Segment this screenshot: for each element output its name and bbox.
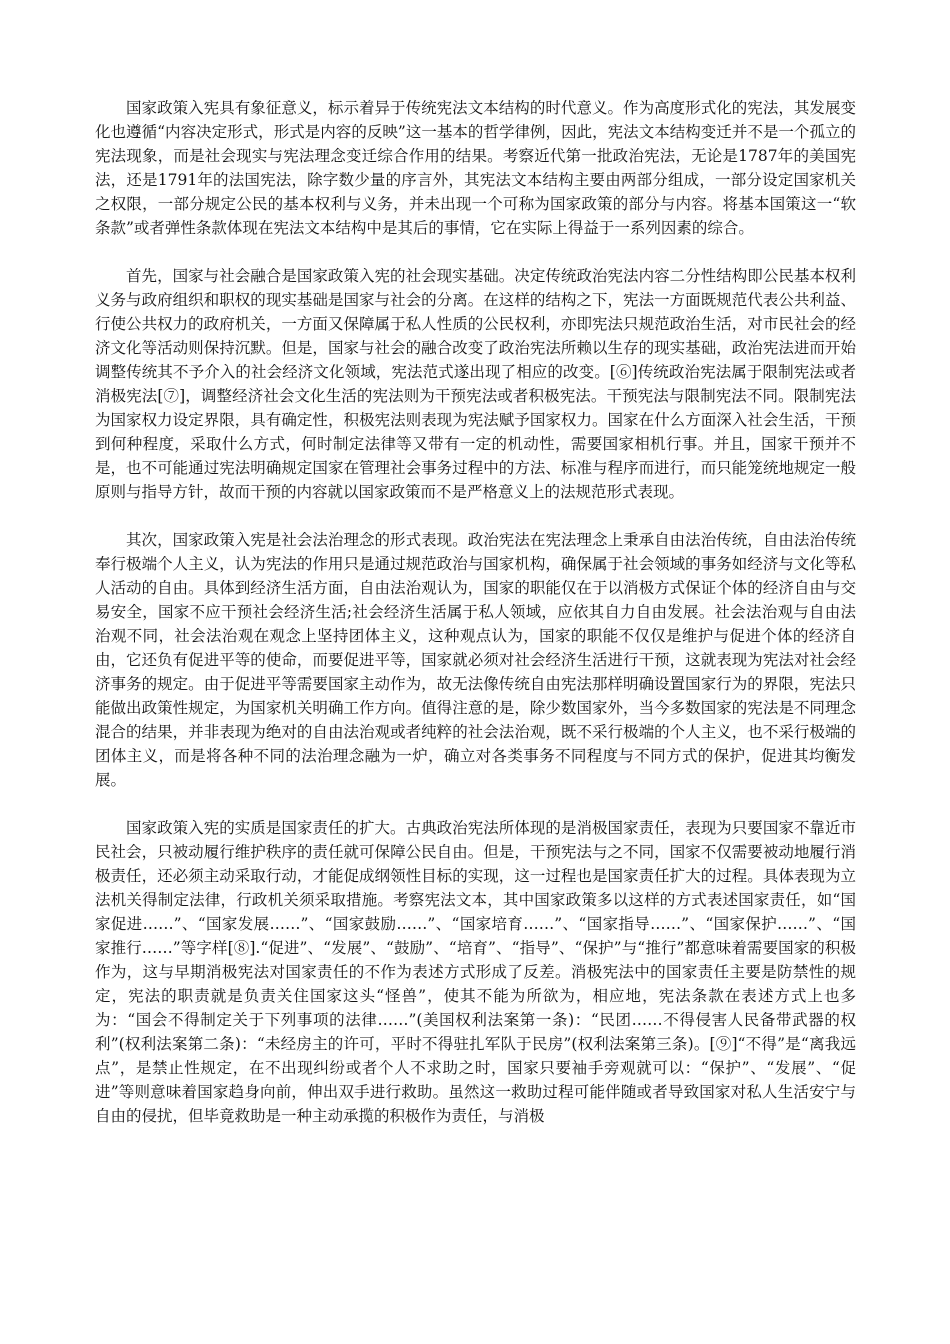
paragraph-symbolic-meaning: 国家政策入宪具有象征意义，标示着异于传统宪法文本结构的时代意义。作为高度形式化的宪法，其发展变化也遵循“内容决定形式，形式是内容的反映”这一基本的哲学律例，因此，宪法文本结构变迁并不是一个孤立的宪法现象，而是社会现实与宪法理念变迁综合作用的结果。考察近代第一批政治宪法，无论是1787年的美国宪法，还是1791年的法国宪法，除字数少量的序言外，其宪法文本结构主要由两部分组成，一部分设定国家机关之权限，一部分规定公民的基本权利与义务，并未出现一个可称为国家政策的部分与内容。将基本国策这一“软条款”或者弹性条款体现在宪法文本结构中是其后的事情，它在实际上得益于一系列因素的综合。 [95, 99, 856, 237]
paragraph-social-rule-of-law: 其次，国家政策入宪是社会法治理念的形式表现。政治宪法在宪法理念上秉承自由法治传统，自由法治传统奉行极端个人主义，认为宪法的作用只是通过规范政治与国家机构，确保属于社会领域的事务如经济与文化等私人活动的自由。具体到经济生活方面，自由法治观认为，国家的职能仅在于以消极方式保证个体的经济自由与交易安全，国家不应干预社会经济生活;社会经济生活属于私人领域，应依其自力自由发展。社会法治观与自由法治观不同，社会法治观在观念上坚持团体主义，这种观点认为，国家的职能不仅仅是维护与促进个体的经济自由，它还负有促进平等的使命，而要促进平等，国家就必须对社会经济生活进行干预，这就表现为宪法对社会经济事务的规定。由于促进平等需要国家主动作为，故无法像传统自由宪法那样明确设置国家行为的界限，宪法只能做出政策性规定，为国家机关明确工作方向。值得注意的是，除少数国家外，当今多数国家的宪法是不同理念混合的结果，并非表现为绝对的自由法治观或者纯粹的社会法治观，既不采行极端的个人主义，也不采行极端的团体主义，而是将各种不同的法治理念融为一炉，确立对各类事务不同程度与不同方式的保护，促进其均衡发展。 [95, 531, 856, 789]
paragraph-state-responsibility: 国家政策入宪的实质是国家责任的扩大。古典政治宪法所体现的是消极国家责任，表现为只要国家不靠近市民社会，只被动履行维护秩序的责任就可保障公民自由。但是，干预宪法与之不同，国家不仅需要被动地履行消极责任，还必须主动采取行动，才能促成纲领性目标的实现，这一过程也是国家责任扩大的过程。具体表现为立法机关得制定法律，行政机关须采取措施。考察宪法文本，其中国家政策多以这样的方式表述国家责任，如“国家促进……”、“国家发展……”、“国家鼓励……”、“国家培育……”、“国家指导……”、“国家保护……”、“国家推行……”等字样[⑧].“促进”、“发展”、“鼓励”、“培育”、“指导”、“保护”与“推行”都意味着需要国家的积极作为，这与早期消极宪法对国家责任的不作为表述方式形成了反差。消极宪法中的国家责任主要是防禁性的规定，宪法的职责就是负责关住国家这头“怪兽”，使其不能为所欲为，相应地，宪法条款在表述方式上也多为：“国会不得制定关于下列事项的法律……”(美国权利法案第一条)：“民团……不得侵害人民备带武器的权利”(权利法案第二条)：“未经房主的许可，平时不得驻扎军队于民房”(权利法案第三条)。[⑨]“不得”是“离我远点”，是禁止性规定，在不出现纠纷或者个人不求助之时，国家只要袖手旁观就可以：“保护”、“发展”、“促进”等则意味着国家趋身向前，伸出双手进行救助。虽然这一救助过程可能伴随或者导致国家对私人生活安宁与自由的侵扰，但毕竟救助是一种主动承揽的积极作为责任，与消极 [95, 819, 856, 1125]
document-body [95, 96, 856, 1128]
paragraph-state-society-fusion: 首先，国家与社会融合是国家政策入宪的社会现实基础。决定传统政治宪法内容二分性结构即公民基本权利义务与政府组织和职权的现实基础是国家与社会的分离。在这样的结构之下，宪法一方面既规范代表公共利益、行使公共权力的政府机关，一方面又保障属于私人性质的公民权利，亦即宪法只规范政治生活，对市民社会的经济文化等活动则保持沉默。但是，国家与社会的融合改变了政治宪法所赖以生存的现实基础，政治宪法进而开始调整传统其不予介入的社会经济文化领域，宪法范式遂出现了相应的改变。[⑥]传统政治宪法属于限制宪法或者消极宪法[⑦]，调整经济社会文化生活的宪法则为干预宪法或者积极宪法。干预宪法与限制宪法不同。限制宪法为国家权力设定界限，具有确定性，积极宪法则表现为宪法赋予国家权力。国家在什么方面深入社会生活，干预到何种程度，采取什么方式，何时制定法律等又带有一定的机动性，需要国家相机行事。并且，国家干预并不是，也不可能通过宪法明确规定国家在管理社会事务过程中的方法、标准与程序而进行，而只能笼统地规定一般原则与指导方针，故而干预的内容就以国家政策而不是严格意义上的法规范形式表现。 [95, 267, 856, 501]
